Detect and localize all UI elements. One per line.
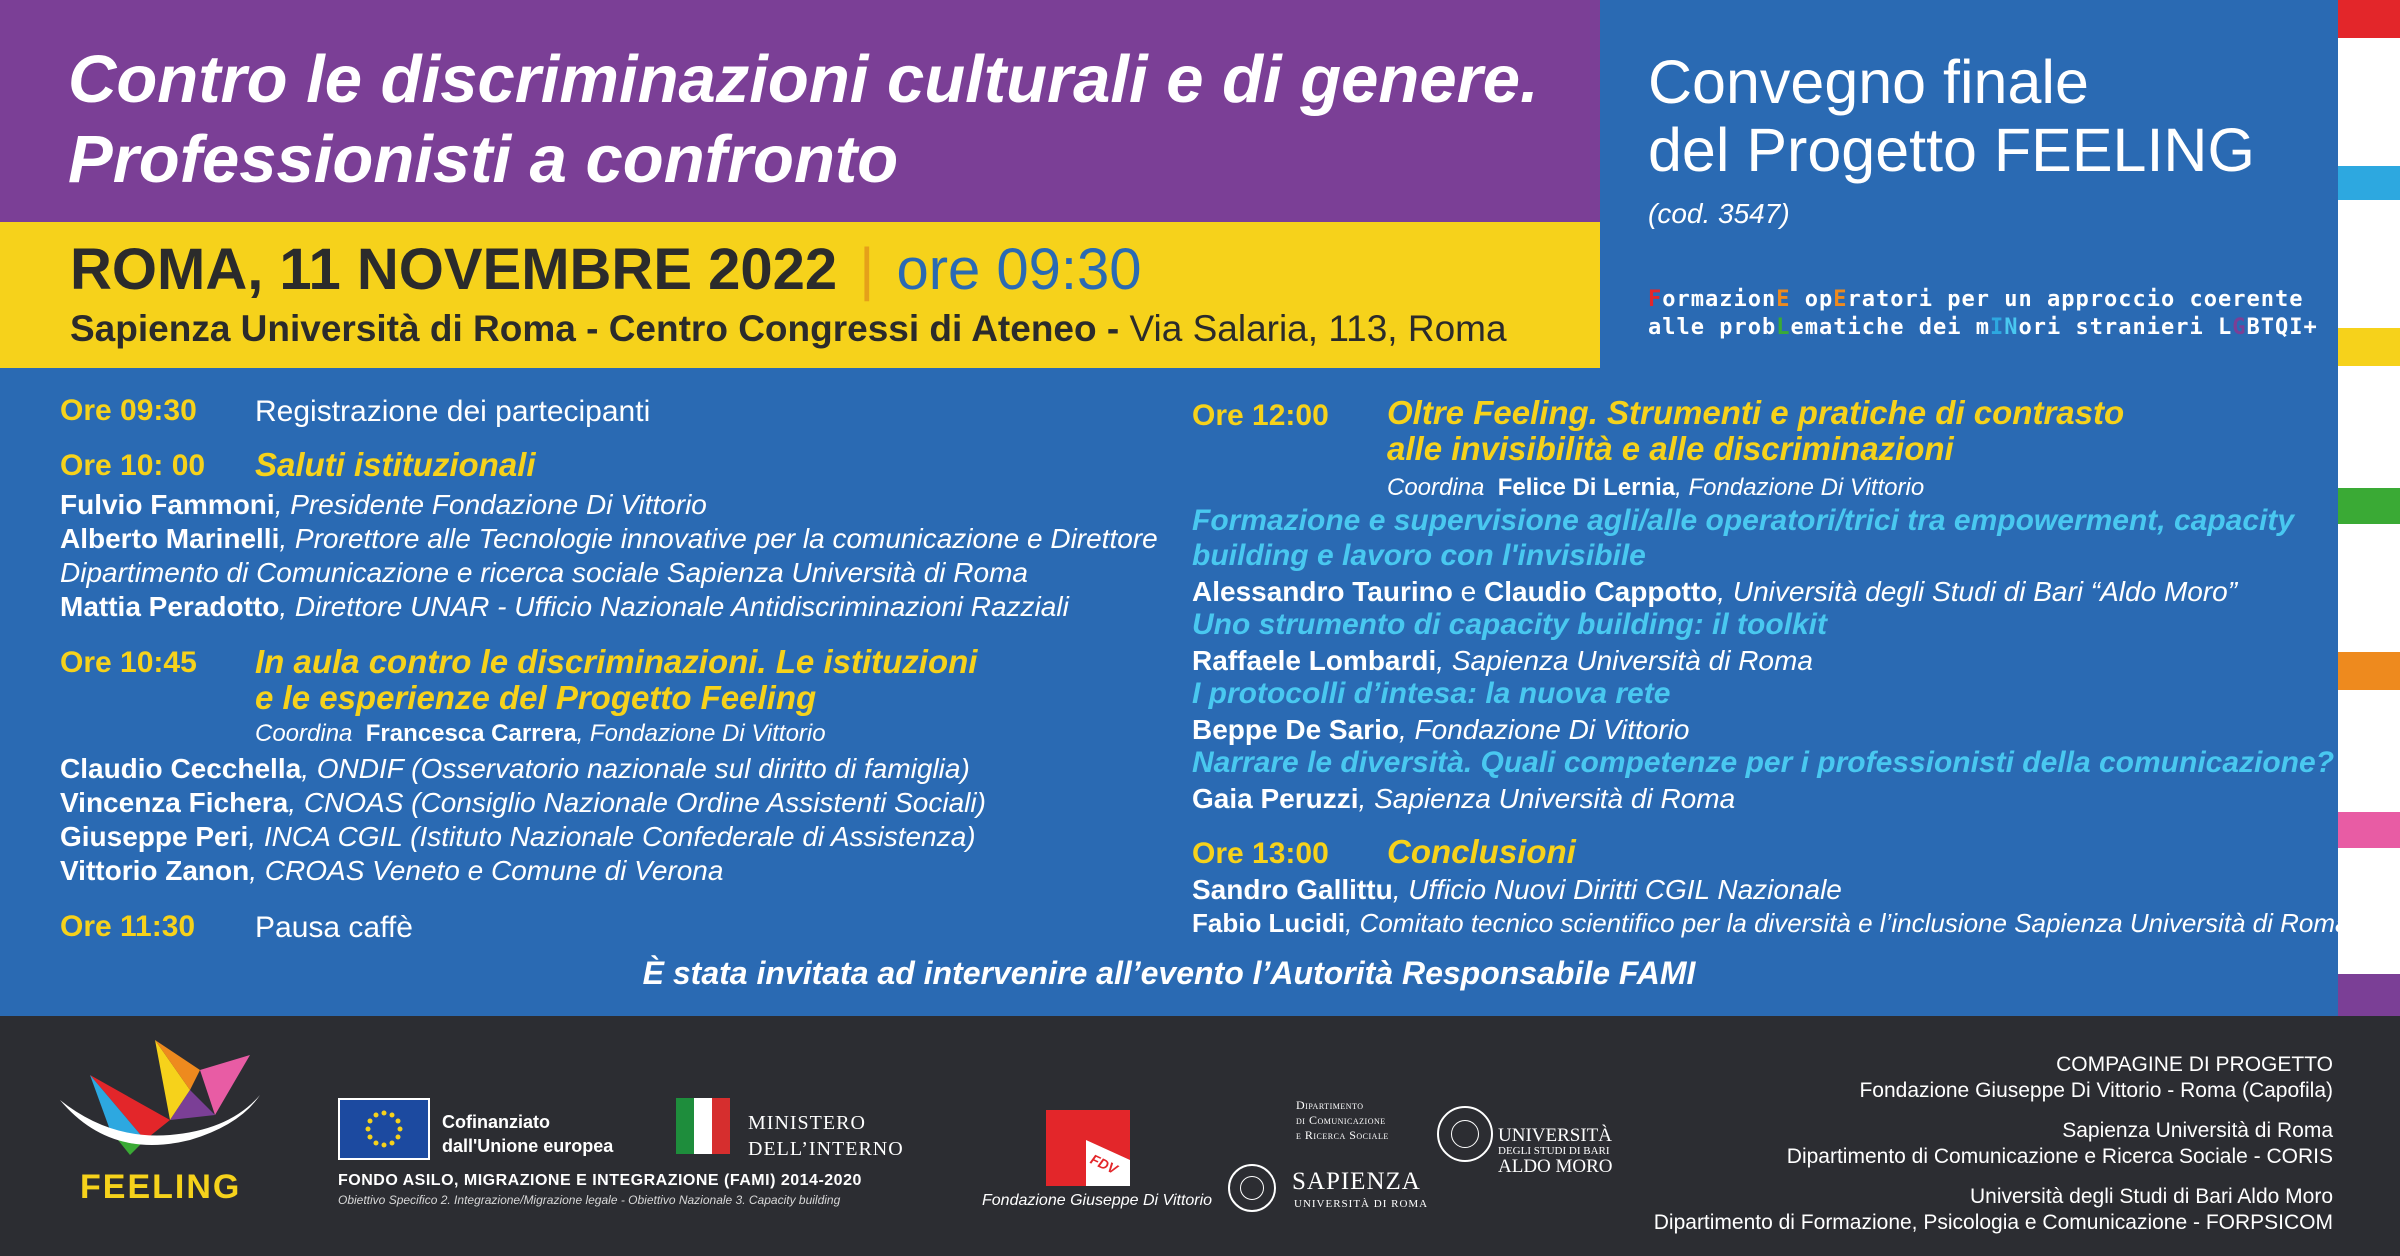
acronym-letter: I [1990, 315, 2005, 340]
acronym-line-1: FormazionE opEratori per un approccio coerente [1648, 287, 2304, 312]
title-line-1: Contro le discriminazioni culturali e di genere. [68, 42, 1539, 117]
stripe-white [2338, 200, 2400, 328]
fami-label: FONDO ASILO, MIGRAZIONE E INTEGRAZIONE (FAMI) 2014-2020 [338, 1172, 862, 1189]
agenda-title: In aula contro le discriminazioni. Le istituzioni [255, 643, 978, 680]
event-title [68, 40, 1588, 200]
convegno-line-2: del Progetto FEELING [1648, 116, 2255, 184]
coordinator-name: Felice Di Lernia [1497, 474, 1676, 501]
talk-title: building e lavoro con l'invisibile [1192, 539, 1646, 572]
speaker-role: , CNOAS (Consiglio Nazionale Ordine Assistenti Sociali) [288, 787, 986, 818]
event-dateline [70, 236, 1142, 303]
coordinator-line [255, 720, 826, 748]
agenda-item [60, 910, 195, 944]
talk-title: Formazione e supervisione agli/alle operatori/trici tra empowerment, capacity [1192, 504, 2295, 537]
stripe-green [2338, 488, 2400, 524]
title-line-2: Professionisti a confronto [68, 122, 899, 197]
coordinator-org: , Fondazione Di Vittorio [576, 720, 826, 747]
agenda-time: Ore 13:00 [1192, 837, 1329, 870]
speaker-org: , Sapienza Università di Roma [1436, 645, 1813, 676]
feeling-boat-icon [50, 1030, 280, 1170]
speaker-name: Claudio Cecchella [60, 753, 302, 784]
acronym-letter: F [1648, 287, 1663, 312]
event-venue [70, 308, 1507, 350]
acronym-letter: E [1833, 287, 1848, 312]
agenda-title: Conclusioni [1387, 833, 1576, 870]
partners-list [1654, 1052, 2333, 1236]
invite-note: È stata invitata ad intervenire all’evento l’Autorità Responsabile FAMI [642, 955, 1696, 991]
dip-line: di Comunicazione [1296, 1113, 1386, 1127]
speaker-role: , Direttore UNAR - Ufficio Nazionale Antidiscriminazioni Razziali [279, 591, 1069, 622]
speaker-role: , Presidente Fondazione Di Vittorio [274, 489, 707, 520]
speaker-name: Vincenza Fichera [60, 787, 289, 818]
speaker-line [60, 855, 723, 887]
acronym-letter: E [1776, 287, 1791, 312]
stripe-red [2338, 0, 2400, 38]
talk-title: Uno strumento di capacity building: il toolkit [1192, 608, 1828, 641]
agenda-item [60, 394, 197, 428]
speaker-line [1192, 874, 1842, 906]
speaker-name: Gaia Peruzzi [1192, 783, 1359, 814]
coordinator-name: Francesca Carrera [365, 720, 577, 747]
speaker-org: , Ufficio Nuovi Diritti CGIL Nazionale [1392, 874, 1842, 905]
speaker-role: , ONDIF (Osservatorio nazionale sul diritto di famiglia) [301, 753, 970, 784]
partners-title: COMPAGINE DI PROGETTO [2056, 1053, 2333, 1076]
speaker-name: Beppe De Sario [1192, 714, 1399, 745]
ministero-line: MINISTERO [748, 1112, 866, 1134]
agenda-title: Saluti istituzionali [255, 446, 536, 483]
agenda-time: Ore 10: 00 [60, 449, 206, 482]
coordinator-line [1387, 474, 1924, 502]
uniba-line: DEGLI STUDI DI BARI [1498, 1145, 1610, 1157]
acronym-block [1648, 286, 2318, 342]
ministero-line: DELL’INTERNO [748, 1138, 904, 1160]
speaker-name: Alessandro Taurino [1192, 576, 1453, 607]
coordinator-label: Coordina [1387, 474, 1485, 501]
speaker-role: Dipartimento di Comunicazione e ricerca sociale Sapienza Università di Roma [60, 557, 1028, 588]
partner-line: Università degli Studi di Bari Aldo Moro [1969, 1185, 2333, 1208]
stripe-yellow [2338, 328, 2400, 366]
partner-line: Dipartimento di Comunicazione e Ricerca Sociale - CORIS [1786, 1145, 2333, 1168]
speaker-line [60, 821, 976, 853]
eu-flag-icon [338, 1098, 430, 1160]
agenda-item [60, 646, 197, 680]
stripe-purple [2338, 974, 2400, 1016]
eu-label [442, 1110, 613, 1158]
agenda-time: Ore 10:45 [60, 646, 197, 679]
dipartimento-label [1296, 1098, 1389, 1143]
speaker-role: , INCA CGIL (Istituto Nazionale Confederale di Assistenza) [248, 821, 976, 852]
sapienza-label: SAPIENZA [1292, 1168, 1421, 1195]
stripe-white [2338, 38, 2400, 166]
fdv-logo-text: FDV [1087, 1150, 1121, 1178]
agenda-item [1192, 399, 1329, 433]
coordinator-label: Coordina [255, 720, 353, 747]
speaker-line [1192, 645, 1813, 677]
partner-line: Fondazione Giuseppe Di Vittorio - Roma (Capofila) [1859, 1079, 2333, 1102]
partner-line: Sapienza Università di Roma [2062, 1119, 2333, 1142]
agenda-title: Registrazione dei partecipanti [255, 395, 651, 428]
fdv-logo [1046, 1110, 1130, 1186]
acronym-letter: L [1776, 315, 1791, 340]
italy-emblem-icon [672, 1092, 734, 1158]
eu-label-line: Cofinanziato [442, 1112, 550, 1132]
partner-line: Dipartimento di Formazione, Psicologia e Comunicazione - FORPSICOM [1653, 1211, 2333, 1234]
acronym-letter: N [2004, 315, 2019, 340]
convegno-line-1: Convegno finale [1648, 48, 2089, 116]
agenda-title: Pausa caffè [255, 911, 413, 944]
agenda-title: alle invisibilità e alle discriminazioni [1387, 430, 1954, 467]
speaker-role: , Prorettore alle Tecnologie innovative per la comunicazione e Direttore [279, 523, 1158, 554]
fdv-name: Fondazione Giuseppe Di Vittorio [982, 1192, 1213, 1209]
eu-label-line: dall'Unione europea [442, 1136, 614, 1156]
talk-title: Narrare le diversità. Quali competenze per i professionisti della comunicazione? [1192, 746, 2335, 779]
speaker-name: Raffaele Lombardi [1192, 645, 1437, 676]
speaker-line [60, 591, 1069, 623]
speaker-org: , Comitato tecnico scientifico per la diversità e l’inclusione Sapienza Università di Roma [1345, 908, 2350, 938]
agenda-title: Oltre Feeling. Strumenti e pratiche di contrasto [1387, 394, 2125, 431]
acronym-line-2: alle probLematiche dei mINori stranieri LGBTQI+ [1648, 315, 2318, 340]
stripe-white [2338, 366, 2400, 488]
speaker-name: Mattia Peradotto [60, 591, 280, 622]
uniba-seal-icon [1437, 1106, 1493, 1162]
agenda-item [1192, 837, 1329, 871]
speaker-line [60, 787, 986, 819]
sapienza-seal-icon [1228, 1164, 1276, 1212]
agenda-time: Ore 12:00 [1192, 399, 1329, 432]
speaker-name: Vittorio Zanon [60, 855, 250, 886]
speaker-line [1192, 908, 2349, 939]
agenda-time: Ore 11:30 [60, 910, 196, 943]
dip-line: Dipartimento [1296, 1098, 1364, 1112]
stripe-white [2338, 524, 2400, 652]
dip-line: e Ricerca Sociale [1296, 1128, 1389, 1142]
venue-address: Via Salaria, 113, Roma [1129, 308, 1507, 349]
speaker-name: Sandro Gallittu [1192, 874, 1393, 905]
agenda-title: e le esperienze del Progetto Feeling [255, 679, 817, 716]
conjunction: e [1452, 576, 1484, 607]
speaker-name: Claudio Cappotto [1484, 576, 1718, 607]
ministero-label [748, 1110, 904, 1162]
stripe-pink [2338, 812, 2400, 848]
speaker-org: , Università degli Studi di Bari “Aldo Moro” [1717, 576, 2238, 607]
agenda-time: Ore 09:30 [60, 394, 197, 427]
talk-title: I protocolli d’intesa: la nuova rete [1192, 677, 1671, 710]
uniba-line: ALDO MORO [1498, 1156, 1613, 1177]
acronym-letter: G [2232, 315, 2247, 340]
stripe-lightblue [2338, 166, 2400, 200]
feeling-logo-text: FEELING [80, 1168, 242, 1206]
speaker-line [1192, 576, 2237, 608]
speaker-name: Fulvio Fammoni [60, 489, 275, 520]
venue-name: Sapienza Università di Roma - Centro Congressi di Ateneo - [70, 308, 1120, 349]
speaker-role: , CROAS Veneto e Comune di Verona [249, 855, 724, 886]
project-code: (cod. 3547) [1648, 198, 1790, 229]
stripe-orange [2338, 652, 2400, 690]
agenda-item [60, 449, 205, 483]
date-separator: | [859, 237, 875, 302]
feeling-logo [50, 1030, 280, 1210]
event-time: ore 09:30 [896, 237, 1142, 302]
sapienza-sublabel: UNIVERSITÀ DI ROMA [1294, 1198, 1429, 1210]
fami-subtitle: Obiettivo Specifico 2. Integrazione/Migrazione legale - Obiettivo Nazionale 3. Capacity building [338, 1193, 841, 1207]
speaker-org: , Sapienza Università di Roma [1358, 783, 1736, 814]
speaker-line [60, 523, 1158, 555]
speaker-line [1192, 714, 1689, 746]
speaker-org: , Fondazione Di Vittorio [1398, 714, 1690, 745]
speaker-line [60, 753, 970, 785]
rainbow-stripe [2338, 0, 2400, 1016]
convegno-title [1648, 48, 2255, 184]
coordinator-org: , Fondazione Di Vittorio [1675, 474, 1925, 501]
speaker-line [60, 489, 707, 521]
uniba-label [1498, 1126, 1613, 1176]
speaker-name: Giuseppe Peri [60, 821, 249, 852]
speaker-name: Fabio Lucidi [1192, 908, 1346, 938]
stripe-white [2338, 690, 2400, 812]
speaker-name: Alberto Marinelli [60, 523, 280, 554]
uniba-line: UNIVERSITÀ [1498, 1125, 1612, 1146]
speaker-line [1192, 783, 1735, 815]
event-date: ROMA, 11 NOVEMBRE 2022 [70, 237, 838, 302]
